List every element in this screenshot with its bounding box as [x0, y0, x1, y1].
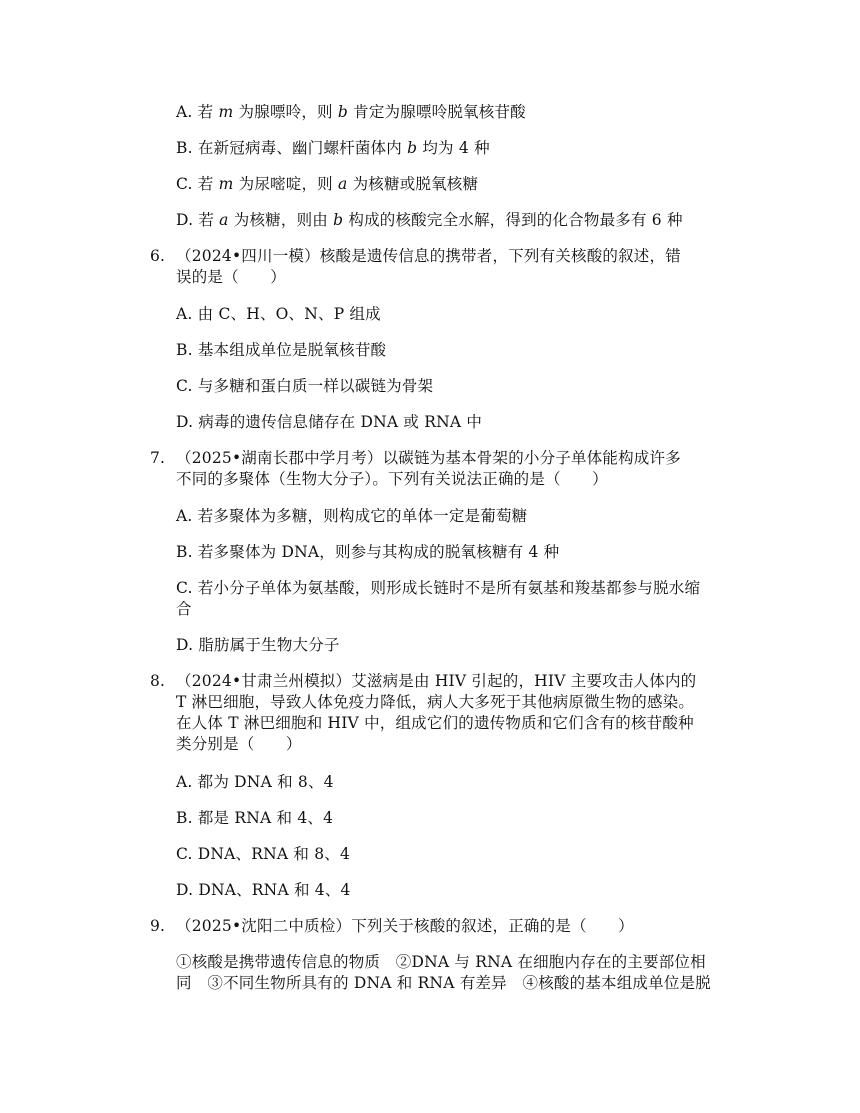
q8-option-d: D. DNA、RNA 和 4、4 — [176, 881, 351, 899]
q8-option-c: C. DNA、RNA 和 8、4 — [176, 845, 351, 863]
q5-option-d: D. 若 a 为核糖，则由 b 构成的核酸完全水解，得到的化合物最多有 6 种 — [176, 211, 683, 229]
q6-number: 6. — [150, 247, 166, 265]
q6-stem-line-2: 误的是（ ） — [176, 268, 286, 286]
q7-stem-line-2: 不同的多聚体（生物大分子）。下列有关说法正确的是（ ） — [176, 470, 608, 488]
q7-option-c-line-1: C. 若小分子单体为氨基酸，则形成长链时不是所有氨基和羧基都参与脱水缩 — [176, 579, 701, 597]
q9-stem-line-1: （2025•沈阳二中质检）下列关于核酸的叙述，正确的是（ ） — [176, 917, 634, 935]
q9-body-line-1: ①核酸是携带遗传信息的物质 ②DNA 与 RNA 在细胞内存在的主要部位相 — [176, 953, 706, 971]
q7-option-b: B. 若多聚体为 DNA，则参与其构成的脱氧核糖有 4 种 — [176, 543, 560, 561]
q7-option-a: A. 若多聚体为多糖，则构成它的单体一定是葡萄糖 — [176, 507, 528, 525]
q8-stem-line-4: 类分别是（ ） — [176, 735, 302, 753]
q7-option-d: D. 脂肪属于生物大分子 — [176, 636, 340, 654]
q5-option-b: B. 在新冠病毒、幽门螺杆菌体内 b 均为 4 种 — [176, 139, 490, 157]
q9-number: 9. — [150, 917, 166, 935]
q6-option-d: D. 病毒的遗传信息储存在 DNA 或 RNA 中 — [176, 413, 483, 431]
q7-number: 7. — [150, 449, 166, 467]
q9-body-line-2: 同 ③不同生物所具有的 DNA 和 RNA 有差异 ④核酸的基本组成单位是脱 — [176, 974, 711, 992]
q6-option-c: C. 与多糖和蛋白质一样以碳链为骨架 — [176, 377, 434, 395]
q7-option-c-line-2: 合 — [176, 600, 192, 618]
q6-stem-line-1: （2024•四川一模）核酸是遗传信息的携带者，下列有关核酸的叙述，错 — [176, 247, 681, 265]
q5-option-a: A. 若 m 为腺嘌呤，则 b 肯定为腺嘌呤脱氧核苷酸 — [176, 103, 526, 121]
q8-stem-line-3: 在人体 T 淋巴细胞和 HIV 中，组成它们的遗传物质和它们含有的核苷酸种 — [176, 714, 694, 732]
q5-option-c: C. 若 m 为尿嘧啶，则 a 为核糖或脱氧核糖 — [176, 175, 479, 193]
q6-option-b: B. 基本组成单位是脱氧核苷酸 — [176, 341, 387, 359]
q8-option-a: A. 都为 DNA 和 8、4 — [176, 773, 334, 791]
q7-stem-line-1: （2025•湖南长郡中学月考）以碳链为基本骨架的小分子单体能构成许多 — [176, 449, 681, 467]
q8-stem-line-1: （2024•甘肃兰州模拟）艾滋病是由 HIV 引起的，HIV 主要攻击人体内的 — [176, 672, 697, 690]
q8-number: 8. — [150, 672, 166, 690]
q8-stem-line-2: T 淋巴细胞，导致人体免疫力降低，病人大多死于其他病原微生物的感染。 — [176, 693, 695, 711]
q6-option-a: A. 由 C、H、O、N、P 组成 — [176, 305, 381, 323]
q8-option-b: B. 都是 RNA 和 4、4 — [176, 809, 334, 827]
